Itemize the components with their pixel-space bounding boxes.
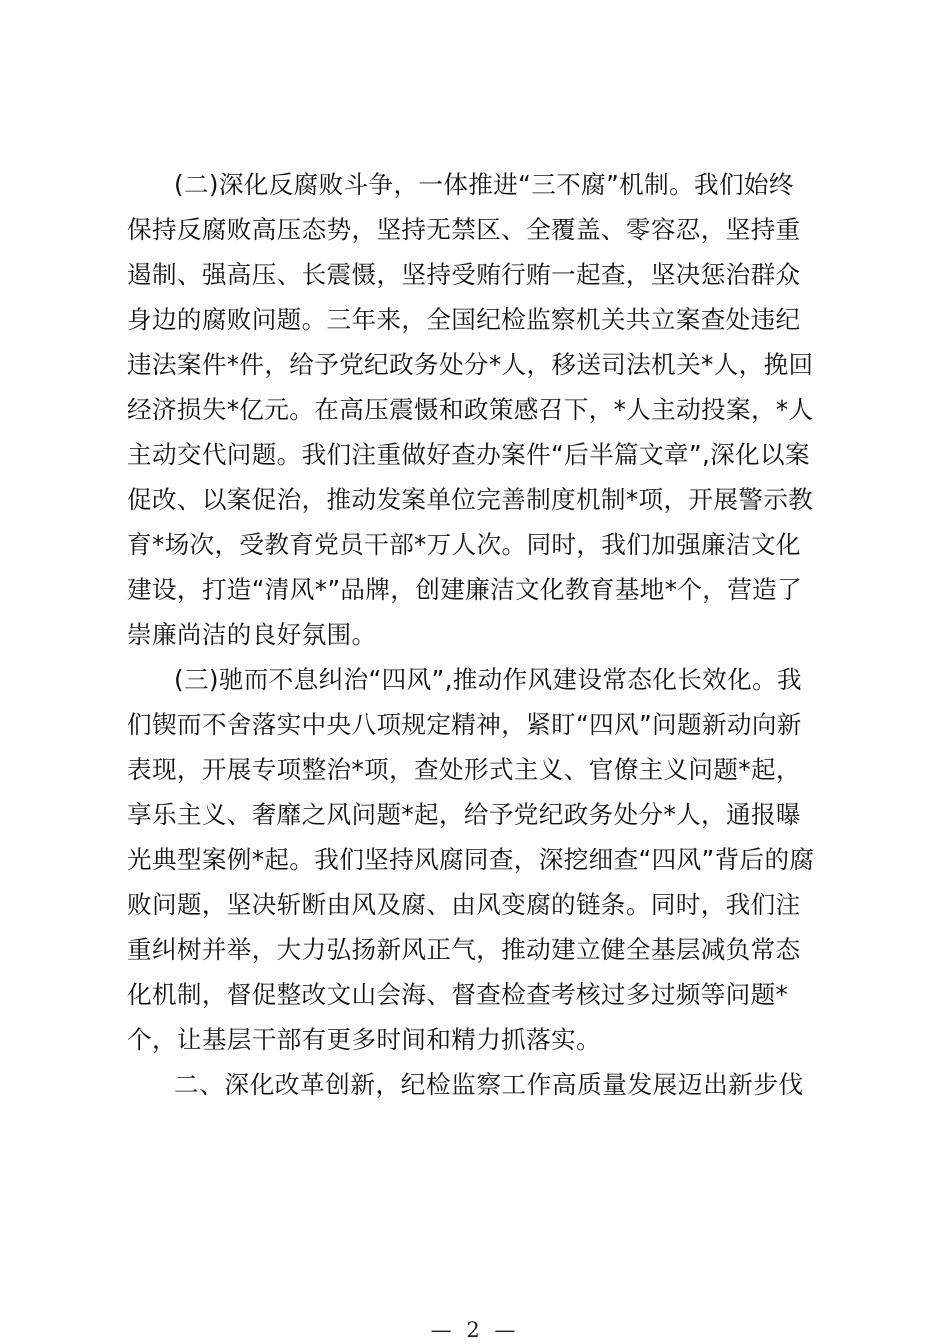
paragraph-line: (二)深化反腐败斗争，一体推进“三不腐”机制。我们始终: [174, 170, 794, 199]
paragraph-line: 促改、以案促治，推动发案单位完善制度机制*项，开展警示教: [127, 485, 814, 514]
paragraph-line: 主动交代问题。我们注重做好查办案件“后半篇文章”,深化以案: [127, 440, 810, 469]
paragraph-line: 享乐主义、奢靡之风问题*起，给予党纪政务处分*人，通报曝: [127, 800, 801, 829]
paragraph-line: 们锲而不舍落实中央八项规定精神，紧盯“四风”问题新动向新: [127, 710, 802, 739]
paragraph-line: 经济损失*亿元。在高压震慑和政策感召下，*人主动投案，*人: [127, 395, 814, 424]
paragraph-line: 光典型案例*起。我们坚持风腐同查，深挖细查“四风”背后的腐: [127, 845, 815, 874]
paragraph-line: 重纠树并举，大力弘扬新风正气，推动建立健全基层减负常态: [127, 935, 801, 964]
paragraph-line: 个，让基层干部有更多时间和精力抓落实。: [127, 1025, 601, 1054]
paragraph-line: 化机制，督促整改文山会海、督查检查考核过多过频等问题*: [127, 980, 789, 1009]
paragraph-line: 败问题，坚决斩断由风及腐、由风变腐的链条。同时，我们注: [127, 890, 801, 919]
paragraph-line: 遏制、强高压、长震慑，坚持受贿行贿一起查，坚决惩治群众: [127, 260, 801, 289]
page-number: — 2 —: [430, 1318, 520, 1342]
paragraph-line: 崇廉尚洁的良好氛围。: [127, 620, 377, 649]
paragraph-line: 表现，开展专项整治*项，查处形式主义、官僚主义问题*起，: [127, 755, 801, 784]
section-heading: [127, 1062, 832, 1107]
paragraph-anti-corruption: [127, 162, 832, 657]
paragraph-line: 育*场次，受教育党员干部*万人次。同时，我们加强廉洁文化: [127, 530, 801, 559]
section-heading-line: 二、深化改革创新，纪检监察工作高质量发展迈出新步伐: [174, 1070, 804, 1099]
paragraph-line: 违法案件*件，给予党纪政务处分*人，移送司法机关*人，挽回: [127, 350, 814, 379]
paragraph-four-winds: [127, 657, 832, 1062]
paragraph-line: 身边的腐败问题。三年来，全国纪检监察机关共立案查处违纪: [127, 305, 801, 334]
paragraph-line: (三)驰而不息纠治“四风”,推动作风建设常态化长效化。我: [174, 665, 802, 694]
paragraph-line: 保持反腐败高压态势，坚持无禁区、全覆盖、零容忍，坚持重: [127, 215, 801, 244]
body-text: [127, 162, 832, 1107]
paragraph-line: 建设，打造“清风*”品牌，创建廉洁文化教育基地*个，营造了: [127, 575, 803, 604]
